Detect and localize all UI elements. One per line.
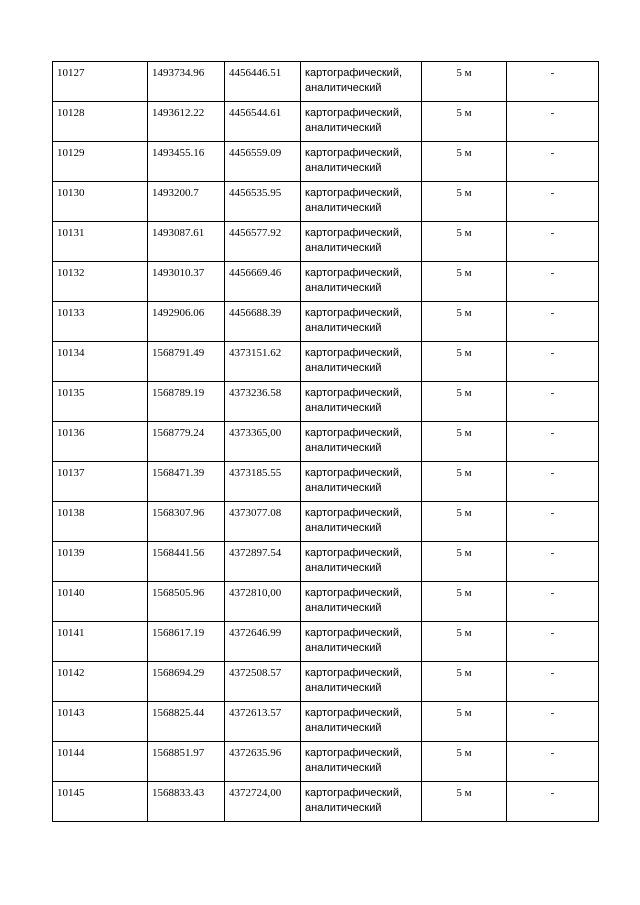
accuracy-cell: 5 м xyxy=(422,102,507,142)
table-row xyxy=(53,702,599,742)
table-row xyxy=(53,342,599,382)
method-line-1: картографический, xyxy=(305,227,403,239)
table-row xyxy=(53,462,599,502)
table-row xyxy=(53,782,599,822)
y-coordinate-cell: 4373365,00 xyxy=(225,422,301,462)
point-id-cell: 10136 xyxy=(53,422,148,462)
method-line-1: картографический, xyxy=(305,427,403,439)
method-line-1: картографический, xyxy=(305,507,403,519)
method-cell xyxy=(301,302,422,342)
note-cell: - xyxy=(507,302,599,342)
note-cell: - xyxy=(507,622,599,662)
method-line-2: аналитический xyxy=(305,82,382,94)
accuracy-cell: 5 м xyxy=(422,662,507,702)
method-line-2: аналитический xyxy=(305,162,382,174)
method-line-2: аналитический xyxy=(305,722,382,734)
y-coordinate-cell: 4373077.08 xyxy=(225,502,301,542)
accuracy-cell: 5 м xyxy=(422,782,507,822)
y-coordinate-cell: 4456577.92 xyxy=(225,222,301,262)
x-coordinate-cell: 1568833.43 xyxy=(148,782,225,822)
method-line-2: аналитический xyxy=(305,482,382,494)
accuracy-cell: 5 м xyxy=(422,342,507,382)
y-coordinate-cell: 4372724,00 xyxy=(225,782,301,822)
y-coordinate-cell: 4372508.57 xyxy=(225,662,301,702)
accuracy-cell: 5 м xyxy=(422,462,507,502)
method-line-2: аналитический xyxy=(305,682,382,694)
point-id-cell: 10128 xyxy=(53,102,148,142)
method-line-1: картографический, xyxy=(305,627,403,639)
y-coordinate-cell: 4456559.09 xyxy=(225,142,301,182)
x-coordinate-cell: 1493734.96 xyxy=(148,62,225,102)
method-cell xyxy=(301,582,422,622)
method-line-1: картографический, xyxy=(305,307,403,319)
x-coordinate-cell: 1493612.22 xyxy=(148,102,225,142)
note-cell: - xyxy=(507,542,599,582)
table-row xyxy=(53,142,599,182)
note-cell: - xyxy=(507,222,599,262)
y-coordinate-cell: 4373236.58 xyxy=(225,382,301,422)
x-coordinate-cell: 1568471.39 xyxy=(148,462,225,502)
note-cell: - xyxy=(507,662,599,702)
point-id-cell: 10133 xyxy=(53,302,148,342)
accuracy-cell: 5 м xyxy=(422,542,507,582)
x-coordinate-cell: 1568825.44 xyxy=(148,702,225,742)
method-cell xyxy=(301,622,422,662)
point-id-cell: 10127 xyxy=(53,62,148,102)
method-line-1: картографический, xyxy=(305,467,403,479)
point-id-cell: 10144 xyxy=(53,742,148,782)
method-line-1: картографический, xyxy=(305,347,403,359)
method-line-2: аналитический xyxy=(305,602,382,614)
method-cell xyxy=(301,262,422,302)
x-coordinate-cell: 1568779.24 xyxy=(148,422,225,462)
x-coordinate-cell: 1568307.96 xyxy=(148,502,225,542)
table-row xyxy=(53,102,599,142)
method-cell xyxy=(301,382,422,422)
point-id-cell: 10129 xyxy=(53,142,148,182)
note-cell: - xyxy=(507,582,599,622)
note-cell: - xyxy=(507,422,599,462)
y-coordinate-cell: 4456544.61 xyxy=(225,102,301,142)
table-row xyxy=(53,382,599,422)
coordinates-table xyxy=(52,61,599,822)
note-cell: - xyxy=(507,342,599,382)
method-line-2: аналитический xyxy=(305,442,382,454)
table-row xyxy=(53,262,599,302)
method-cell xyxy=(301,662,422,702)
method-line-2: аналитический xyxy=(305,522,382,534)
table-row xyxy=(53,302,599,342)
method-cell xyxy=(301,462,422,502)
table-row xyxy=(53,182,599,222)
table-row xyxy=(53,422,599,462)
method-line-2: аналитический xyxy=(305,362,382,374)
x-coordinate-cell: 1568505.96 xyxy=(148,582,225,622)
point-id-cell: 10135 xyxy=(53,382,148,422)
point-id-cell: 10134 xyxy=(53,342,148,382)
y-coordinate-cell: 4372646.99 xyxy=(225,622,301,662)
note-cell: - xyxy=(507,462,599,502)
method-line-2: аналитический xyxy=(305,762,382,774)
method-line-1: картографический, xyxy=(305,667,403,679)
method-line-1: картографический, xyxy=(305,267,403,279)
method-line-2: аналитический xyxy=(305,642,382,654)
y-coordinate-cell: 4372613.57 xyxy=(225,702,301,742)
y-coordinate-cell: 4456446.51 xyxy=(225,62,301,102)
x-coordinate-cell: 1568441.56 xyxy=(148,542,225,582)
method-line-2: аналитический xyxy=(305,202,382,214)
x-coordinate-cell: 1493455.16 xyxy=(148,142,225,182)
method-line-1: картографический, xyxy=(305,587,403,599)
method-cell xyxy=(301,702,422,742)
method-line-1: картографический, xyxy=(305,547,403,559)
accuracy-cell: 5 м xyxy=(422,742,507,782)
method-line-2: аналитический xyxy=(305,322,382,334)
x-coordinate-cell: 1568789.19 xyxy=(148,382,225,422)
method-cell xyxy=(301,342,422,382)
method-cell xyxy=(301,742,422,782)
table-row xyxy=(53,222,599,262)
accuracy-cell: 5 м xyxy=(422,182,507,222)
method-cell xyxy=(301,222,422,262)
method-line-1: картографический, xyxy=(305,787,403,799)
accuracy-cell: 5 м xyxy=(422,502,507,542)
x-coordinate-cell: 1568851.97 xyxy=(148,742,225,782)
x-coordinate-cell: 1492906.06 xyxy=(148,302,225,342)
accuracy-cell: 5 м xyxy=(422,62,507,102)
x-coordinate-cell: 1568617.19 xyxy=(148,622,225,662)
y-coordinate-cell: 4372635.96 xyxy=(225,742,301,782)
accuracy-cell: 5 м xyxy=(422,302,507,342)
method-cell xyxy=(301,502,422,542)
y-coordinate-cell: 4372897.54 xyxy=(225,542,301,582)
accuracy-cell: 5 м xyxy=(422,702,507,742)
point-id-cell: 10143 xyxy=(53,702,148,742)
method-cell xyxy=(301,422,422,462)
coordinates-table-body xyxy=(53,62,599,822)
accuracy-cell: 5 м xyxy=(422,142,507,182)
note-cell: - xyxy=(507,502,599,542)
accuracy-cell: 5 м xyxy=(422,382,507,422)
y-coordinate-cell: 4373185.55 xyxy=(225,462,301,502)
point-id-cell: 10138 xyxy=(53,502,148,542)
method-cell xyxy=(301,62,422,102)
x-coordinate-cell: 1493087.61 xyxy=(148,222,225,262)
method-line-1: картографический, xyxy=(305,147,403,159)
note-cell: - xyxy=(507,262,599,302)
x-coordinate-cell: 1493010.37 xyxy=(148,262,225,302)
x-coordinate-cell: 1493200.7 xyxy=(148,182,225,222)
accuracy-cell: 5 м xyxy=(422,262,507,302)
point-id-cell: 10130 xyxy=(53,182,148,222)
note-cell: - xyxy=(507,62,599,102)
y-coordinate-cell: 4456669.46 xyxy=(225,262,301,302)
table-row xyxy=(53,62,599,102)
y-coordinate-cell: 4372810,00 xyxy=(225,582,301,622)
method-line-2: аналитический xyxy=(305,802,382,814)
point-id-cell: 10140 xyxy=(53,582,148,622)
table-row xyxy=(53,662,599,702)
method-line-2: аналитический xyxy=(305,562,382,574)
accuracy-cell: 5 м xyxy=(422,622,507,662)
note-cell: - xyxy=(507,742,599,782)
point-id-cell: 10137 xyxy=(53,462,148,502)
note-cell: - xyxy=(507,382,599,422)
method-line-2: аналитический xyxy=(305,282,382,294)
accuracy-cell: 5 м xyxy=(422,582,507,622)
y-coordinate-cell: 4456535.95 xyxy=(225,182,301,222)
point-id-cell: 10141 xyxy=(53,622,148,662)
x-coordinate-cell: 1568791.49 xyxy=(148,342,225,382)
table-row xyxy=(53,542,599,582)
y-coordinate-cell: 4373151.62 xyxy=(225,342,301,382)
accuracy-cell: 5 м xyxy=(422,222,507,262)
table-row xyxy=(53,582,599,622)
note-cell: - xyxy=(507,702,599,742)
table-row xyxy=(53,622,599,662)
note-cell: - xyxy=(507,142,599,182)
method-line-1: картографический, xyxy=(305,187,403,199)
method-cell xyxy=(301,102,422,142)
method-line-2: аналитический xyxy=(305,242,382,254)
x-coordinate-cell: 1568694.29 xyxy=(148,662,225,702)
method-line-1: картографический, xyxy=(305,387,403,399)
method-line-1: картографический, xyxy=(305,707,403,719)
point-id-cell: 10145 xyxy=(53,782,148,822)
method-line-1: картографический, xyxy=(305,67,403,79)
method-line-1: картографический, xyxy=(305,747,403,759)
note-cell: - xyxy=(507,182,599,222)
point-id-cell: 10142 xyxy=(53,662,148,702)
note-cell: - xyxy=(507,782,599,822)
point-id-cell: 10132 xyxy=(53,262,148,302)
method-line-1: картографический, xyxy=(305,107,403,119)
y-coordinate-cell: 4456688.39 xyxy=(225,302,301,342)
method-cell xyxy=(301,542,422,582)
method-cell xyxy=(301,182,422,222)
method-line-2: аналитический xyxy=(305,122,382,134)
accuracy-cell: 5 м xyxy=(422,422,507,462)
method-line-2: аналитический xyxy=(305,402,382,414)
table-row xyxy=(53,742,599,782)
point-id-cell: 10131 xyxy=(53,222,148,262)
method-cell xyxy=(301,782,422,822)
table-row xyxy=(53,502,599,542)
point-id-cell: 10139 xyxy=(53,542,148,582)
note-cell: - xyxy=(507,102,599,142)
method-cell xyxy=(301,142,422,182)
